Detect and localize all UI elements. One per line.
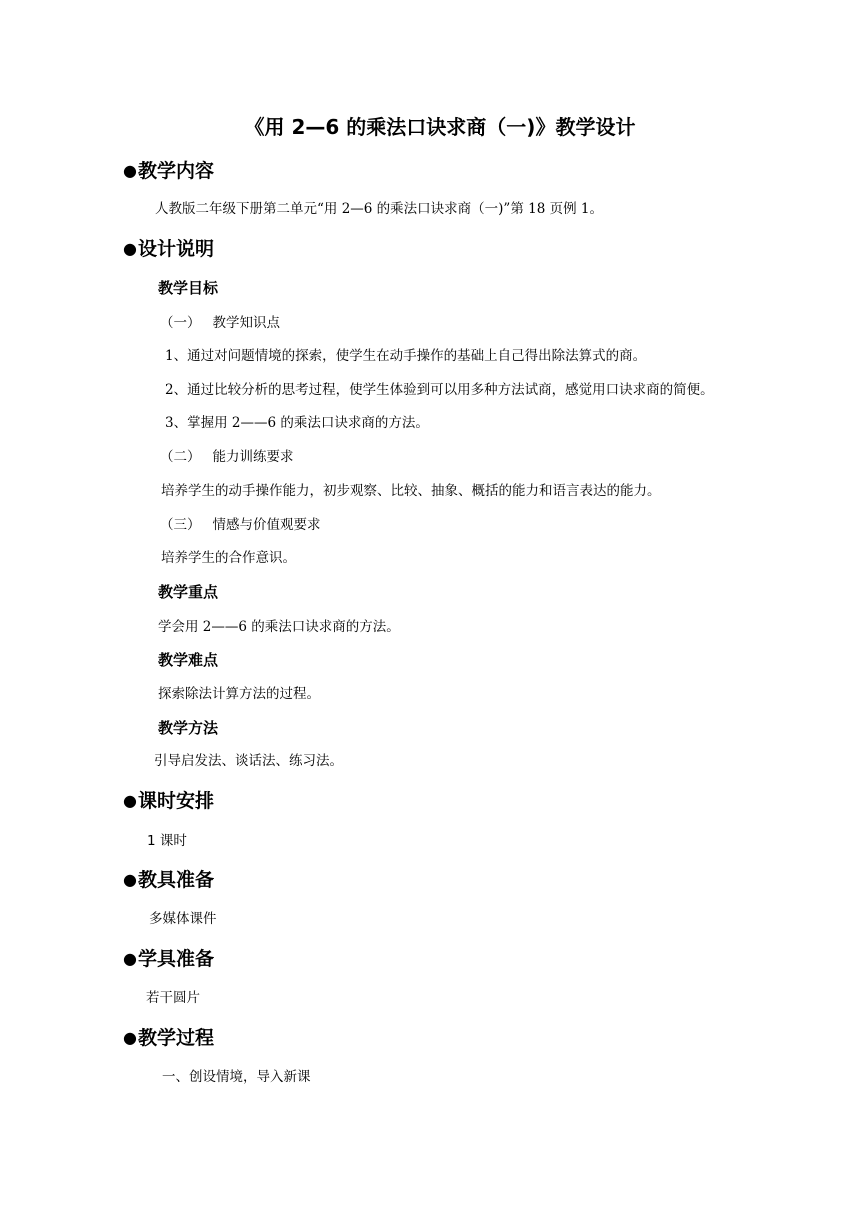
learning-tools-text: 若干圆片 [146, 990, 200, 1006]
bullet-icon: ● [123, 870, 137, 889]
part-label: （一） [160, 315, 201, 331]
bullet-icon: ● [123, 161, 137, 180]
subheading-key-point: 教学重点 [158, 583, 219, 601]
heading-text: 教学过程 [137, 1027, 214, 1049]
key-point-text: 学会用 2——6 的乘法口诀求商的方法。 [158, 619, 400, 635]
bullet-icon: ● [123, 949, 137, 968]
difficulty-text: 探索除法计算方法的过程。 [158, 686, 320, 702]
heading-text: 学具准备 [137, 948, 214, 970]
section-heading-process [123, 1025, 214, 1051]
process-step-1: 一、创设情境，导入新课 [162, 1069, 311, 1085]
part-label: （三） [160, 517, 201, 533]
subheading-method: 教学方法 [158, 719, 219, 737]
subheading-difficulty: 教学难点 [158, 651, 219, 669]
objective-part1-header [160, 313, 280, 333]
heading-text: 课时安排 [137, 790, 214, 812]
method-text: 引导启发法、谈话法、练习法。 [154, 753, 343, 769]
objective-part2-text: 培养学生的动手操作能力，初步观察、比较、抽象、概括的能力和语言表达的能力。 [161, 483, 661, 499]
bullet-icon: ● [123, 791, 137, 810]
section-heading-design [123, 236, 214, 262]
subheading-objectives: 教学目标 [158, 279, 219, 297]
objective-part3-text: 培养学生的合作意识。 [161, 550, 296, 566]
bullet-icon: ● [123, 1028, 137, 1047]
section-heading-schedule [123, 788, 214, 814]
section-heading-teaching-tools [123, 867, 214, 893]
part-title: 能力训练要求 [212, 449, 294, 465]
bullet-icon: ● [123, 239, 137, 258]
section-heading-learning-tools [123, 946, 214, 972]
part-title: 教学知识点 [212, 315, 280, 331]
objective-part3-header [160, 515, 321, 535]
schedule-text: 1 课时 [147, 833, 187, 849]
document-title: 《用 2—6 的乘法口诀求商（一)》教学设计 [244, 115, 636, 139]
objective-item: 3、掌握用 2——6 的乘法口诀求商的方法。 [165, 415, 429, 431]
content-text: 人教版二年级下册第二单元“用 2—6 的乘法口诀求商（一)”第 18 页例 1。 [155, 201, 603, 217]
objective-item: 2、通过比较分析的思考过程，使学生体验到可以用多种方法试商，感觉用口诀求商的简便。 [165, 382, 714, 398]
heading-text: 教学内容 [137, 160, 214, 182]
objective-part2-header [160, 447, 294, 467]
teaching-tools-text: 多媒体课件 [149, 911, 217, 927]
objective-item: 1、通过对问题情境的探索，使学生在动手操作的基础上自己得出除法算式的商。 [165, 348, 647, 364]
section-heading-content [123, 158, 214, 184]
heading-text: 教具准备 [137, 869, 214, 891]
part-title: 情感与价值观要求 [212, 517, 321, 533]
part-label: （二） [160, 449, 201, 465]
heading-text: 设计说明 [137, 238, 214, 260]
